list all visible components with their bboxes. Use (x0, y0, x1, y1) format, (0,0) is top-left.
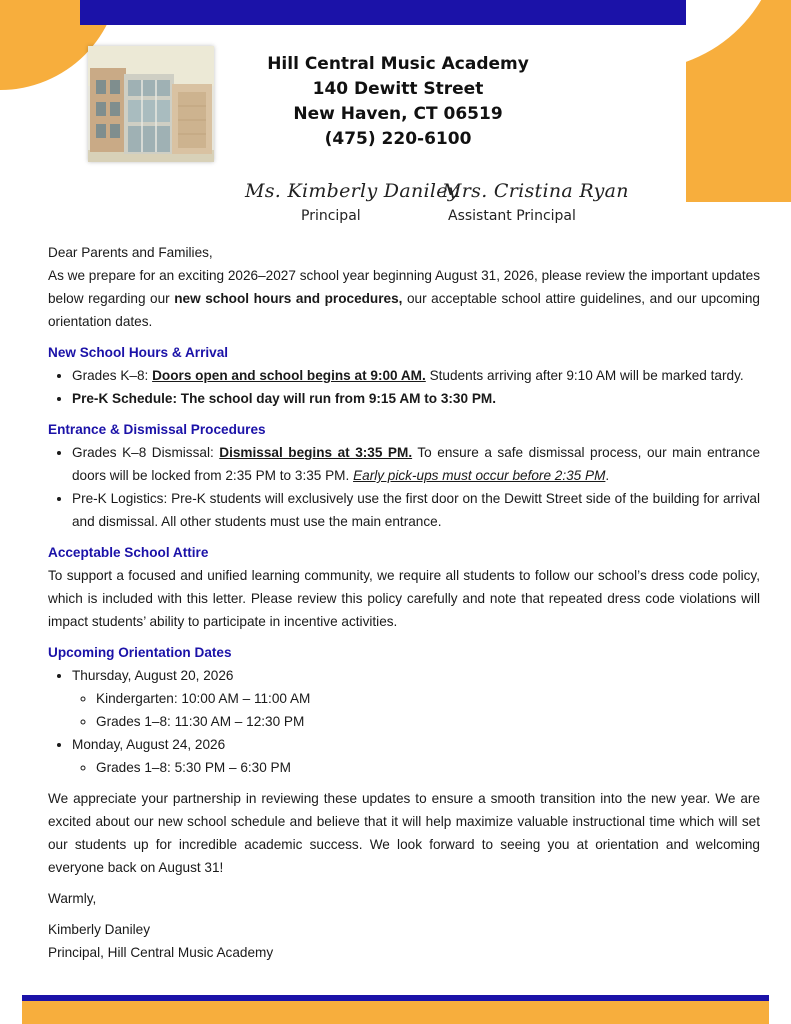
intro-paragraph: As we prepare for an exciting 2026–2027 school year beginning August 31, 2026, please review the important updates below regarding our new school hours and procedures, our acceptable school attire guidelines, and our upcoming orientation dates. (48, 268, 760, 329)
school-city: New Haven, CT 06519 (293, 104, 503, 124)
dismissal-list (48, 441, 760, 533)
school-letterhead (240, 52, 556, 152)
section-heading-orientation: Upcoming Orientation Dates (48, 645, 232, 660)
list-item: • Pre-K Logistics: Pre-K students will exclusively use the first door on the Dewitt Street side of the building for arrival and dismissal. All other students must use the main entrance. (72, 487, 760, 533)
list-item: ◦ Grades 1–8: 5:30 PM – 6:30 PM (96, 756, 760, 779)
attire-paragraph: To support a focused and unified learning community, we require all students to follow our school’s dress code policy, which is included with this letter. Please review this policy carefully and note that repeated dress code violations will impact students’ ability to participate in incentive activities. (48, 568, 760, 629)
list-item: ◦ Grades 1–8: 11:30 AM – 12:30 PM (96, 710, 760, 733)
footer-band (22, 1001, 769, 1024)
signer-name: Kimberly Daniley (48, 922, 150, 937)
list-item: • Monday, August 24, 2026 ◦ Grades 1–8: 5:30 PM – 6:30 PM (72, 733, 760, 779)
section-heading-attire: Acceptable School Attire (48, 545, 209, 560)
school-street: 140 Dewitt Street (312, 79, 484, 99)
orientation-list (48, 664, 760, 779)
principal-title: Principal (301, 208, 361, 224)
decorative-corner-top-right (686, 0, 791, 202)
list-item: • Pre-K Schedule: The school day will run from 9:15 AM to 3:30 PM. (72, 387, 760, 410)
school-phone: (475) 220-6100 (324, 129, 472, 149)
greeting: Dear Parents and Families, (48, 245, 213, 260)
signer-title: Principal, Hill Central Music Academy (48, 945, 274, 960)
hours-list (48, 364, 760, 410)
school-building-photo (88, 46, 214, 162)
list-item: • Thursday, August 20, 2026 ◦ Kindergarten: 10:00 AM – 11:00 AM ◦ Grades 1–8: 11:30 AM – 12:30 PM (72, 664, 760, 733)
letter-body (48, 241, 760, 964)
sign-off: Warmly, (48, 891, 97, 906)
list-item: ◦ Kindergarten: 10:00 AM – 11:00 AM (96, 687, 760, 710)
header-bar (80, 0, 768, 25)
section-heading-dismissal: Entrance & Dismissal Procedures (48, 422, 266, 437)
assistant-principal-title: Assistant Principal (448, 208, 576, 224)
list-item: • Grades K–8 Dismissal: Dismissal begins at 3:35 PM. To ensure a safe dismissal process, our main entrance doors will be locked from 2:35 PM to 3:35 PM. Early pick-ups must occur before 2:35 PM. (72, 441, 760, 487)
closing-paragraph: We appreciate your partnership in reviewing these updates to ensure a smooth transition into the new year. We are excited about our new school schedule and believe that it will help maximize valuable instructional time which will set our students up for incredible academic success. We look forward to seeing you at orientation and welcoming everyone back on August 31! (48, 791, 760, 875)
list-item: • Grades K–8: Doors open and school begins at 9:00 AM. Students arriving after 9:10 AM will be marked tardy. (72, 364, 760, 387)
assistant-principal-signature: Mrs. Cristina Ryan (442, 180, 629, 202)
principal-signature: Ms. Kimberly Daniley (245, 180, 459, 202)
section-heading-hours: New School Hours & Arrival (48, 345, 229, 360)
school-name: Hill Central Music Academy (267, 54, 529, 74)
